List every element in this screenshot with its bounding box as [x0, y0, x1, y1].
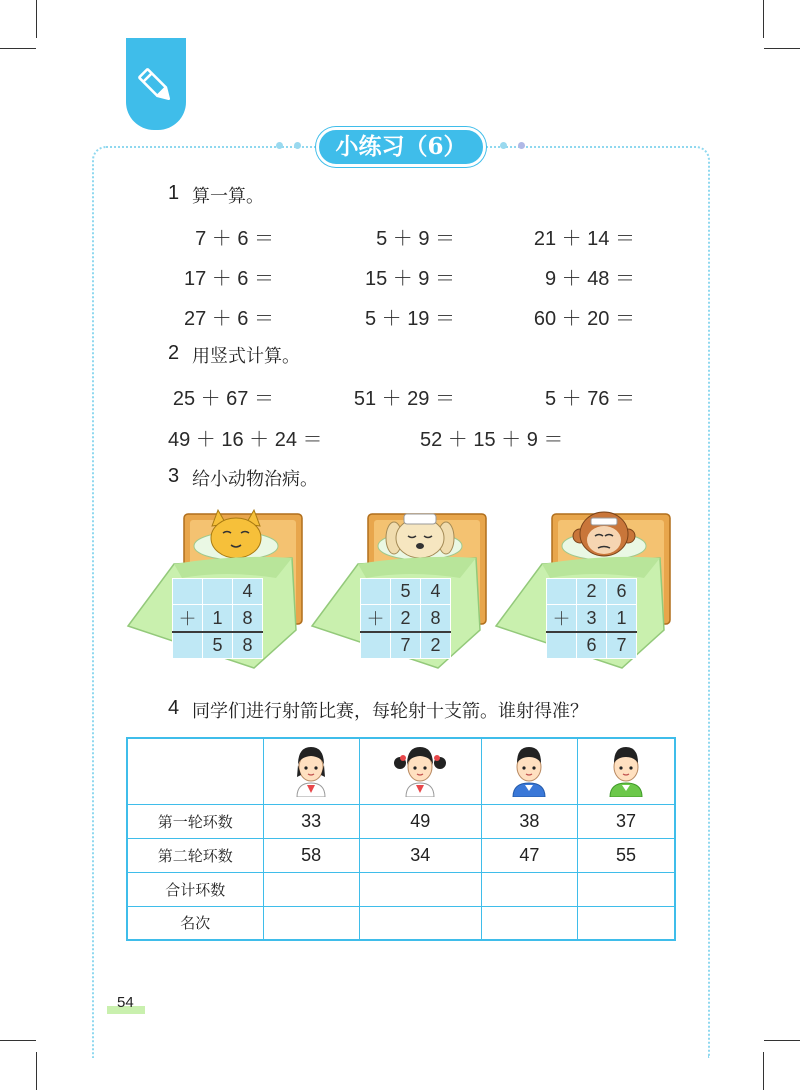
pencil-tab	[126, 38, 186, 130]
table-row	[127, 906, 675, 940]
grid-row	[173, 605, 263, 633]
exercise: 15 ＋ 9 ＝	[364, 268, 455, 290]
score-cell: 38	[481, 804, 577, 838]
archery-score-table	[126, 737, 676, 941]
exercise: 5 ＋ 76 ＝	[544, 388, 635, 410]
row-label: 合计环数	[127, 872, 263, 906]
grid-row	[361, 632, 451, 658]
section-2-number: 2	[168, 342, 180, 364]
crop-mark	[764, 1040, 800, 1041]
grid-cell: 6	[607, 579, 637, 605]
grid-row	[173, 579, 263, 605]
row-label: 第一轮环数	[127, 804, 263, 838]
exercise: 60 ＋ 20 ＝	[533, 308, 635, 330]
crop-mark	[763, 0, 764, 38]
score-cell: 55	[578, 838, 675, 872]
boy-blue-avatar-icon	[507, 741, 551, 797]
grid-cell: 8	[233, 605, 263, 633]
crop-mark	[763, 1052, 764, 1090]
grid-row	[361, 579, 451, 605]
page-number: 54	[117, 994, 134, 1011]
score-cell: 34	[359, 838, 481, 872]
grid-cell: 1	[607, 605, 637, 633]
exercise: 9 ＋ 48 ＝	[544, 268, 635, 290]
grid-cell: 7	[607, 632, 637, 658]
row-label: 第二轮环数	[127, 838, 263, 872]
grid-row	[547, 579, 637, 605]
grid-cell: 7	[391, 632, 421, 658]
grid-cell: 2	[391, 605, 421, 633]
grid-cell: 2	[421, 632, 451, 658]
exercise: 27 ＋ 6 ＝	[183, 308, 274, 330]
vertical-calculation-dog	[360, 578, 451, 659]
grid-row	[361, 605, 451, 633]
exercise: 7 ＋ 6 ＝	[195, 228, 274, 250]
crop-mark	[36, 1052, 37, 1090]
grid-cell: ＋	[361, 605, 391, 633]
section-3-number: 3	[168, 465, 180, 487]
exercise: 52 ＋ 15 ＋ 9 ＝	[420, 429, 564, 451]
grid-cell: 5	[203, 632, 233, 658]
section-4-number: 4	[168, 697, 180, 719]
crop-mark	[36, 0, 37, 38]
rank-answer-cell[interactable]	[481, 906, 577, 940]
section-4-instruction: 同学们进行射箭比赛，每轮射十支箭。谁射得准？	[192, 701, 588, 722]
vertical-calculation-cat	[172, 578, 263, 659]
grid-cell	[173, 632, 203, 658]
table-header-row	[127, 738, 675, 804]
score-cell: 47	[481, 838, 577, 872]
grid-cell	[203, 579, 233, 605]
exercise: 49 ＋ 16 ＋ 24 ＝	[168, 429, 323, 451]
grid-cell: 3	[577, 605, 607, 633]
grid-cell	[547, 579, 577, 605]
crop-mark	[0, 48, 36, 49]
table-corner-cell	[127, 738, 263, 804]
vertical-calculation-monkey	[546, 578, 637, 659]
exercise: 5 ＋ 19 ＝	[364, 308, 455, 330]
page-title: 小练习（6）	[316, 127, 486, 167]
score-cell: 58	[263, 838, 359, 872]
row-label: 名次	[127, 906, 263, 940]
crop-mark	[0, 1040, 36, 1041]
grid-cell: 5	[391, 579, 421, 605]
exercise: 25 ＋ 67 ＝	[172, 388, 274, 410]
grid-cell: 8	[233, 632, 263, 658]
grid-cell: 8	[421, 605, 451, 633]
section-1-number: 1	[168, 182, 180, 204]
grid-cell: 1	[203, 605, 233, 633]
exercise: 5 ＋ 9 ＝	[376, 228, 455, 250]
girl-avatar-icon	[289, 741, 333, 797]
decor-dot	[518, 142, 525, 149]
crop-mark	[764, 48, 800, 49]
exercise: 17 ＋ 6 ＝	[183, 268, 274, 290]
grid-cell: 2	[577, 579, 607, 605]
grid-row	[547, 632, 637, 658]
grid-cell: 4	[421, 579, 451, 605]
table-row	[127, 872, 675, 906]
grid-cell	[361, 579, 391, 605]
total-answer-cell[interactable]	[263, 872, 359, 906]
pencil-icon	[136, 66, 176, 106]
grid-cell: 4	[233, 579, 263, 605]
student-4-cell	[578, 738, 675, 804]
girl-pigtails-avatar-icon	[392, 741, 448, 797]
total-answer-cell[interactable]	[359, 872, 481, 906]
section-2-instruction: 用竖式计算。	[192, 346, 300, 367]
table-row	[127, 804, 675, 838]
decor-dot	[500, 142, 507, 149]
grid-cell	[173, 579, 203, 605]
decor-dot	[294, 142, 301, 149]
rank-answer-cell[interactable]	[578, 906, 675, 940]
section-3-instruction: 给小动物治病。	[192, 469, 318, 490]
score-cell: 33	[263, 804, 359, 838]
total-answer-cell[interactable]	[578, 872, 675, 906]
score-cell: 49	[359, 804, 481, 838]
score-cell: 37	[578, 804, 675, 838]
student-1-cell	[263, 738, 359, 804]
grid-cell: 6	[577, 632, 607, 658]
rank-answer-cell[interactable]	[263, 906, 359, 940]
section-1-instruction: 算一算。	[192, 186, 264, 207]
rank-answer-cell[interactable]	[359, 906, 481, 940]
boy-green-avatar-icon	[604, 741, 648, 797]
student-2-cell	[359, 738, 481, 804]
grid-row	[547, 605, 637, 633]
student-3-cell	[481, 738, 577, 804]
grid-row	[173, 632, 263, 658]
grid-cell	[547, 632, 577, 658]
grid-cell	[361, 632, 391, 658]
grid-cell: ＋	[547, 605, 577, 633]
exercise: 51 ＋ 29 ＝	[353, 388, 455, 410]
grid-cell: ＋	[173, 605, 203, 633]
exercise: 21 ＋ 14 ＝	[533, 228, 635, 250]
total-answer-cell[interactable]	[481, 872, 577, 906]
decor-dot	[276, 142, 283, 149]
table-row	[127, 838, 675, 872]
